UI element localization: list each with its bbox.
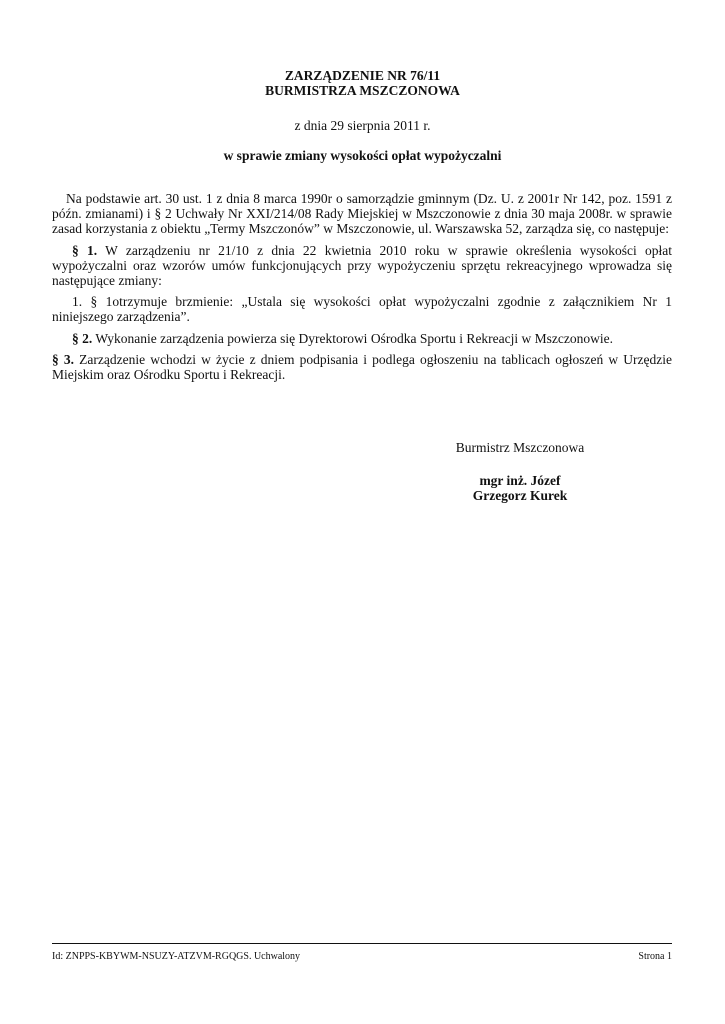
document-title: ZARZĄDZENIE NR 76/11 xyxy=(284,68,441,83)
section-1-item: 1. § 1otrzymuje brzmienie: „Ustala się wysokości opłat wypożyczalni zgodnie z załącznikiem Nr 1 niniejszego zarządzenia”. xyxy=(52,294,672,325)
signature-name-line2: Grzegorz Kurek xyxy=(472,488,568,503)
section-2-label: § 2. xyxy=(72,330,93,346)
document-subject: w sprawie zmiany wysokości opłat wypożyczalni xyxy=(223,148,502,163)
section-1-text: W zarządzeniu nr 21/10 z dnia 22 kwietnia 2010 roku w sprawie określenia wysokości opłat wypożyczalni oraz wzorów umów funkcjonujących przy wypożyczeniu sprzętu rekreacyjnego wprowadza się następujące zmiany: xyxy=(52,242,672,289)
document-date: z dnia 29 sierpnia 2011 r. xyxy=(294,118,431,133)
section-3-text: Zarządzenie wchodzi w życie z dniem podpisania i podlega ogłoszeniu na tablicach ogłoszeń w Urzędzie Miejskim oraz Ośrodku Sportu i Rekreacji. xyxy=(52,351,673,383)
section-1-label: § 1. xyxy=(72,242,98,258)
section-2-text: Wykonanie zarządzenia powierza się Dyrektorowi Ośrodka Sportu i Rekreacji w Mszczonowie. xyxy=(92,330,614,346)
signature-block xyxy=(420,440,620,503)
document-body xyxy=(52,191,672,388)
section-3-paragraph xyxy=(52,352,672,382)
signature-name-line1: mgr inż. Józef xyxy=(479,473,561,488)
preamble-paragraph: Na podstawie art. 30 ust. 1 z dnia 8 marca 1990r o samorządzie gminnym (Dz. U. z 2001r Nr 142, poz. 1591 z późn. zmianami) i § 2 Uchwały Nr XXI/214/08 Rady Miejskiej w Mszczonowie z dnia 30 maja 2008r. w sprawie zasad korzystania z obiektu „Termy Mszczonów” w Mszczonowie, ul. Warszawska 52, zarządza się, co następuje: xyxy=(52,191,672,237)
section-3-label: § 3. xyxy=(52,351,75,367)
section-1-paragraph xyxy=(52,243,672,289)
document-id: Id: ZNPPS-KBYWM-NSUZY-ATZVM-RGQGS. Uchwalony xyxy=(52,951,301,962)
signature-role: Burmistrz Mszczonowa xyxy=(455,440,585,455)
footer-divider xyxy=(52,943,672,944)
document-issuer: BURMISTRZA MSZCZONOWA xyxy=(265,83,460,98)
section-2-paragraph xyxy=(52,331,672,346)
page-number: Strona 1 xyxy=(638,951,672,962)
page-footer xyxy=(52,951,672,963)
